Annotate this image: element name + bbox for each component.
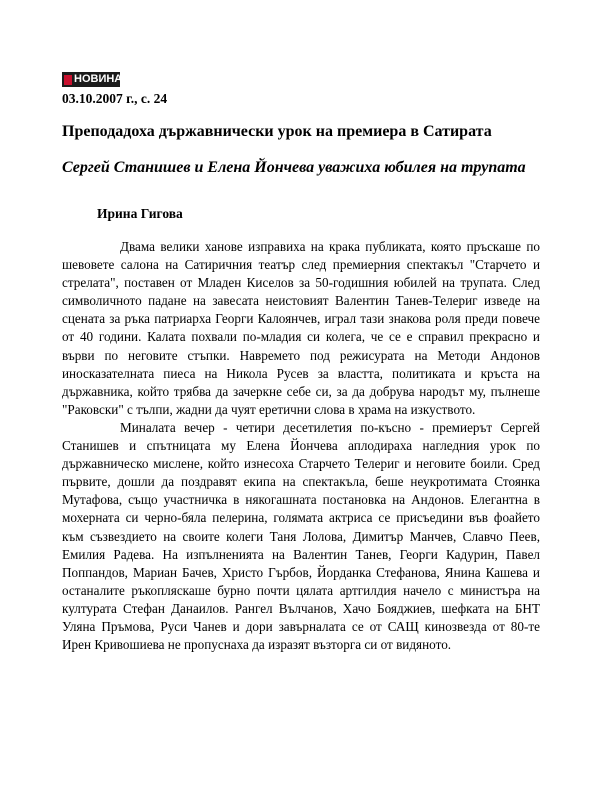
article-author: Ирина Гигова [97,206,183,221]
newspaper-logo [62,72,130,87]
article-paragraph: Миналата вечер - четири десетилетия по-късно - премиерът Сергей Станишев и спътницата му Елена Йончева аплодираха нагледния урок по държавническо мислене, който изнесоха Старчето Телериг и неговите боили. Сред първите, дошли да поздравят екипа на спектакъла, беше неукротимата Стоянка Мутафова, също участничка в някогашната постановка на Андонов. Елегантна в мохерната си черно-бяла пелерина, голямата актриса се присъедини във фоайето към съзвездието на своите колеги Таня Лолова, Димитър Манчев, Славчо Пеев, Емилия Радева. На изпълненията на Валентин Танев, Георги Кадурин, Павел Поппандов, Мариан Бачев, Христо Гърбов, Йорданка Стефанова, Янина Кашева и останалите ръкопляскаше бурно почти цялата артгилдия начело с министъра на културата Стефан Данаилов. Рангел Вълчанов, Хачо Бояджиев, шефката на БНТ Уляна Пръмова, Руси Чанев и дори завърналата се от САЩ кинозвезда от 80-те Ирен Кривошиева не пропуснаха да изразят възторга си от видяното. [62,419,540,653]
article-body [62,238,540,654]
logo-mark-icon [64,75,72,85]
dateline: 03.10.2007 г., с. 24 [62,91,168,106]
article-subheadline: Сергей Станишев и Елена Йончева уважиха юбилея на трупата [62,159,526,176]
article-headline: Преподадоха държавнически урок на премиера в Сатирата [62,123,492,140]
logo-text: НОВИНАР [74,73,130,85]
article-paragraph: Двама велики ханове изправиха на крака публиката, която пръскаше по шевовете салона на Сатиричния театър след премиерния спектакъл "Старчето и стрелата", поставен от Младен Киселов за 50-годишния юбилей на трупата. След символичното падане на завесата неистовият Валентин Танев-Телериг изведе на сцената за ръка патриарха Георги Калоянчев, играл тази знакова роля преди повече от 40 години. Калата похвали по-младия си колега, че се е справил прекрасно и върви по неговите стъпки. Навремето под режисурата на Методи Андонов иносказателната пиеса на Никола Русев за властта, политиката и кръста на държавника, който трябва да зачеркне себе си, за да добрува народът му, пълнеше "Раковски" с тълпи, жадни да чуят еретични слова в храма на изкуството. [62,239,540,417]
